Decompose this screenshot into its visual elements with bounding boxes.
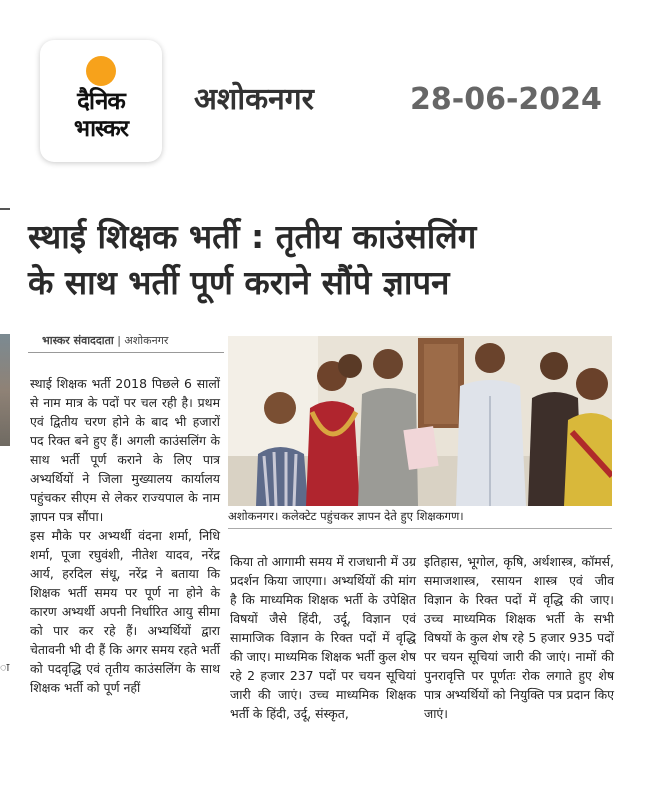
byline-separator: |: [113, 334, 125, 347]
article-headline: [28, 214, 628, 306]
byline-rule: [28, 352, 224, 353]
headline-line-2: के साथ भर्ती पूर्ण कराने सौंपे ज्ञापन: [28, 263, 450, 302]
byline-source: भास्कर संवाददाता: [42, 334, 114, 347]
headline-line-1: स्थाई शिक्षक भर्ती : तृतीय काउंसलिंग: [28, 217, 477, 256]
photo-caption: अशोकनगर। कलेक्टेट पहुंचकर ज्ञापन देते हुए शिक्षकगण।: [228, 509, 464, 523]
caption-rule: [228, 528, 612, 529]
logo-text-line2: भास्कर: [73, 116, 129, 142]
column-2-text: किया तो आगामी समय में राजधानी में उग्र प्रदर्शन किया जाएगा। अभ्यर्थियों की मांग है कि माध्यमिक शिक्षक भर्ती के उपेक्षित विषयों जैसे हिंदी, उर्दू, विज्ञान एवं सामाजिक विज्ञान के रिक्त पदों में वृद्धि की जाए। माध्यमिक शिक्षक भर्ती कुल शेष रहे 2 हजार 237 पदों पर चयन सूचियां जारी की जाएं। उच्च माध्यमिक शिक्षक भर्ती के हिंदी, उर्दू, संस्कृत,: [230, 554, 416, 721]
article-column-1: [30, 374, 220, 697]
adjacent-column-divider: [0, 208, 10, 210]
group-photo-illustration: [228, 336, 612, 506]
column-3-text: इतिहास, भूगोल, कृषि, अर्थशास्त्र, कॉमर्स, समाजशास्त्र, रसायन शास्त्र एवं जीव विज्ञान के रिक्त पदों में वृद्धि की जाए। उच्च माध्यमिक शिक्षक भर्ती के सभी विषयों के कुल शेष रहे 5 हजार 935 पदों पर चयन सूचियां जारी की जाएं। नामों की पुनरावृत्ति पर पूर्णतः रोक लगाते हुए शेष पात्र अभ्यर्थियों को नियुक्ति पत्र प्रदान किए जाएं।: [424, 554, 614, 721]
byline: [42, 333, 168, 348]
article-column-2: [230, 552, 416, 723]
sun-icon: [86, 56, 116, 86]
news-photo: [228, 336, 612, 506]
adjacent-article-photo-edge: [0, 334, 10, 446]
column-1-paragraph-2: इस मौके पर अभ्यर्थी वंदना शर्मा, निधि शर्मा, पूजा रघुवंशी, नीतेश यादव, नरेंद्र आर्य, हरदिल संधू, नरेंद्र ने बताया कि शिक्षक भर्ती समय पर पूर्ण ना होने के कारण अभ्यर्थी अपनी निर्धारित आयु सीमा को पार कर रहे हैं। अभ्यर्थियों द्वारा चेतावनी भी दी हैं कि अगर समय रहते भर्ती को पदवृद्धि एवं तृतीय काउंसलिंग के साथ शिक्षक भर्ती को पूर्ण नहीं: [30, 528, 220, 695]
edition-date: 28-06-2024: [410, 82, 602, 117]
logo-text-line1: दैनिक: [77, 87, 125, 115]
article-column-3: [424, 552, 614, 723]
dainik-bhaskar-logo: [40, 40, 162, 162]
column-1-paragraph-1: स्थाई शिक्षक भर्ती 2018 पिछले 6 सालों से नाम मात्र के पदों पर चल रही है। प्रथम एवं द्वितीय चरण होने के बाद भी हजारों पद रिक्त बने हुए हैं। अगली काउंसलिंग के साथ भर्ती पूर्ण कराने के लिए पात्र अभ्यर्थियों ने जिला मुख्यालय कार्यालय पहुंचकर सीएम से लेकर राज्यपाल के नाम ज्ञापन पत्र सौंपा।: [30, 376, 220, 524]
adjacent-article-text-edge: ा: [0, 661, 10, 674]
byline-place: अशोकनगर: [124, 334, 169, 347]
edition-city: अशोकनगर: [194, 82, 314, 117]
